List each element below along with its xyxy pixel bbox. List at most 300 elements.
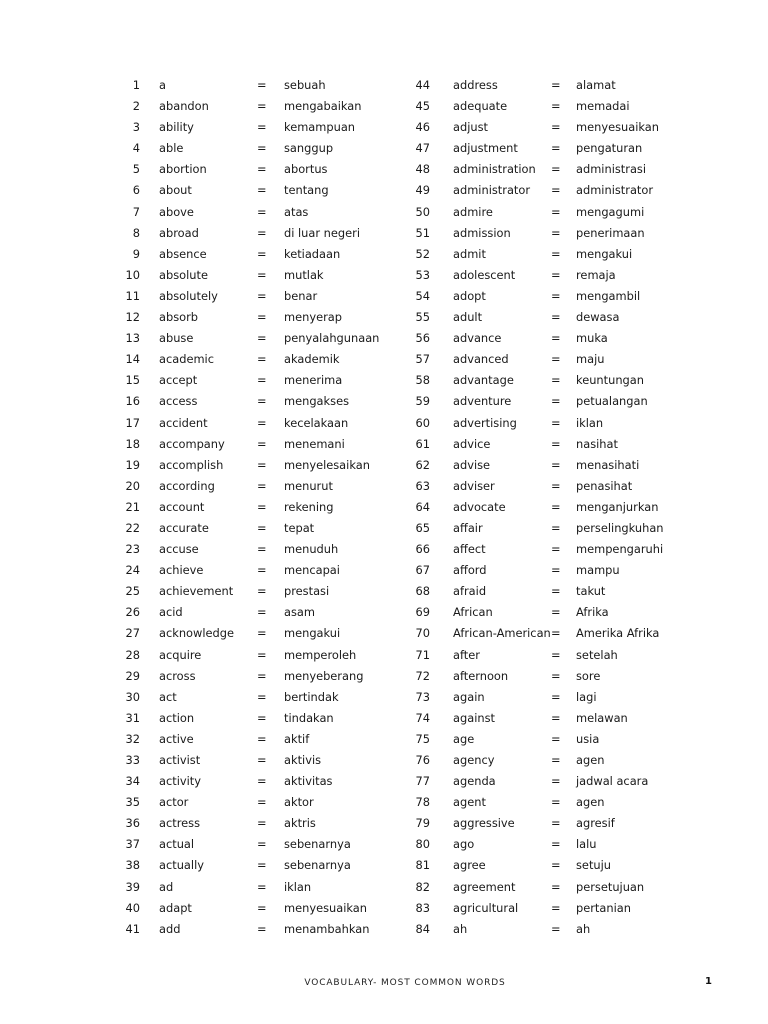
indonesian-translation: perselingkuhan: [576, 520, 664, 535]
english-word: access: [159, 394, 198, 409]
equals-sign: =: [257, 710, 267, 725]
entry-number: 44: [415, 78, 430, 92]
entry-number: 68: [415, 584, 430, 599]
entry-number: 39: [125, 879, 140, 894]
english-word: advantage: [453, 373, 514, 388]
equals-sign: =: [257, 499, 267, 514]
indonesian-translation: mengakui: [576, 246, 633, 261]
entry-number: 84: [415, 921, 430, 936]
indonesian-translation: lalu: [576, 837, 597, 852]
equals-sign: =: [551, 267, 561, 282]
equals-sign: =: [257, 689, 267, 704]
english-word: advanced: [453, 352, 509, 367]
indonesian-translation: menyerap: [284, 310, 342, 325]
entry-number: 26: [125, 605, 140, 620]
entry-number: 79: [415, 816, 430, 831]
indonesian-translation: mengagumi: [576, 204, 645, 219]
indonesian-translation: menyelesaikan: [284, 457, 370, 472]
english-word: a: [159, 78, 166, 92]
equals-sign: =: [551, 120, 561, 135]
indonesian-translation: menasihati: [576, 457, 640, 472]
equals-sign: =: [257, 394, 267, 409]
english-word: acid: [159, 605, 183, 620]
indonesian-translation: setelah: [576, 647, 618, 662]
equals-sign: =: [257, 542, 267, 557]
english-word: adequate: [453, 99, 508, 114]
entry-number: 59: [415, 394, 430, 409]
indonesian-translation: nasihat: [576, 436, 618, 451]
english-word: adventure: [453, 394, 512, 409]
indonesian-translation: memadai: [576, 99, 630, 114]
indonesian-translation: di luar negeri: [284, 225, 360, 240]
english-word: advocate: [453, 499, 506, 514]
entry-number: 83: [415, 900, 430, 915]
entry-number: 31: [125, 710, 140, 725]
equals-sign: =: [551, 753, 561, 767]
english-word: afternoon: [453, 668, 509, 683]
equals-sign: =: [551, 921, 561, 936]
indonesian-translation: mutlak: [284, 267, 324, 282]
english-word: actually: [159, 858, 204, 873]
equals-sign: =: [551, 478, 561, 493]
entry-number: 2: [132, 99, 140, 114]
indonesian-translation: mengabaikan: [284, 99, 362, 114]
entry-number: 9: [132, 246, 140, 261]
entry-number: 66: [415, 542, 430, 557]
english-word: agent: [453, 795, 486, 810]
equals-sign: =: [257, 563, 267, 578]
entry-number: 20: [125, 478, 140, 493]
equals-sign: =: [551, 415, 561, 430]
entry-number: 76: [415, 753, 430, 767]
english-word: able: [159, 141, 184, 156]
indonesian-translation: menyeberang: [284, 668, 364, 683]
entry-number: 71: [415, 647, 430, 662]
entry-number: 55: [415, 310, 430, 325]
entry-number: 29: [125, 668, 140, 683]
indonesian-translation: persetujuan: [576, 879, 645, 894]
english-word: affect: [453, 542, 486, 557]
english-word: absorb: [159, 310, 199, 325]
english-word: actual: [159, 837, 195, 852]
english-word: affair: [453, 520, 483, 535]
indonesian-translation: ketiadaan: [284, 246, 341, 261]
entry-number: 57: [415, 352, 430, 367]
english-word: accept: [159, 373, 198, 388]
english-word: advise: [453, 457, 491, 472]
english-word: ad: [159, 879, 174, 894]
equals-sign: =: [257, 415, 267, 430]
english-word: again: [453, 689, 485, 704]
english-word: adolescent: [453, 267, 516, 282]
equals-sign: =: [257, 99, 267, 114]
equals-sign: =: [257, 436, 267, 451]
indonesian-translation: muka: [576, 331, 608, 346]
equals-sign: =: [257, 162, 267, 177]
indonesian-translation: sebenarnya: [284, 858, 351, 873]
entry-number: 60: [415, 415, 430, 430]
equals-sign: =: [257, 753, 267, 767]
equals-sign: =: [257, 310, 267, 325]
entry-number: 12: [125, 310, 140, 325]
english-word: ago: [453, 837, 475, 852]
entry-number: 5: [132, 162, 140, 177]
entry-number: 23: [125, 542, 140, 557]
entry-number: 53: [415, 267, 430, 282]
equals-sign: =: [257, 331, 267, 346]
entry-number: 47: [415, 141, 430, 156]
equals-sign: =: [257, 795, 267, 810]
entry-number: 22: [125, 520, 140, 535]
equals-sign: =: [551, 78, 561, 92]
english-word: abandon: [159, 99, 209, 114]
equals-sign: =: [257, 120, 267, 135]
entry-number: 45: [415, 99, 430, 114]
entry-number: 63: [415, 478, 430, 493]
english-word: advice: [453, 436, 491, 451]
english-word: accompany: [159, 436, 225, 451]
indonesian-translation: Afrika: [576, 605, 609, 620]
indonesian-translation: menerima: [284, 373, 343, 388]
english-word: achieve: [159, 563, 204, 578]
equals-sign: =: [551, 331, 561, 346]
indonesian-translation: penasihat: [576, 478, 633, 493]
indonesian-translation: sebenarnya: [284, 837, 351, 852]
indonesian-translation: mencapai: [284, 563, 340, 578]
english-word: abortion: [159, 162, 207, 177]
english-word: agricultural: [453, 900, 519, 915]
english-word: according: [159, 478, 215, 493]
equals-sign: =: [257, 900, 267, 915]
indonesian-translation: tindakan: [284, 710, 334, 725]
english-word: adviser: [453, 478, 495, 493]
entry-number: 80: [415, 837, 430, 852]
entry-number: 32: [125, 731, 140, 746]
indonesian-translation: abortus: [284, 162, 328, 177]
entry-number: 1: [132, 78, 140, 92]
indonesian-translation: bertindak: [284, 689, 339, 704]
english-word: agree: [453, 858, 486, 873]
indonesian-translation: mampu: [576, 563, 620, 578]
entry-number: 8: [132, 225, 140, 240]
english-word: acquire: [159, 647, 202, 662]
indonesian-translation: kecelakaan: [284, 415, 349, 430]
equals-sign: =: [551, 373, 561, 388]
indonesian-translation: ah: [576, 921, 591, 936]
english-word: absolute: [159, 267, 208, 282]
entry-number: 7: [132, 204, 140, 219]
equals-sign: =: [257, 288, 267, 303]
entry-number: 67: [415, 563, 430, 578]
equals-sign: =: [551, 879, 561, 894]
equals-sign: =: [551, 99, 561, 114]
entry-number: 14: [125, 352, 140, 367]
english-word: absence: [159, 246, 207, 261]
equals-sign: =: [551, 647, 561, 662]
equals-sign: =: [551, 584, 561, 599]
equals-sign: =: [257, 352, 267, 367]
equals-sign: =: [257, 78, 267, 92]
indonesian-translation: pertanian: [576, 900, 631, 915]
english-word: administrator: [453, 183, 531, 198]
equals-sign: =: [551, 626, 561, 641]
indonesian-translation: Amerika Afrika: [576, 626, 660, 641]
entry-number: 38: [125, 858, 140, 873]
english-word: abuse: [159, 331, 194, 346]
entry-number: 74: [415, 710, 430, 725]
entry-number: 3: [132, 120, 140, 135]
indonesian-translation: aktivis: [284, 753, 322, 767]
indonesian-translation: menuduh: [284, 542, 339, 557]
english-word: adopt: [453, 288, 486, 303]
entry-number: 25: [125, 584, 140, 599]
equals-sign: =: [551, 246, 561, 261]
english-word: advance: [453, 331, 502, 346]
equals-sign: =: [551, 858, 561, 873]
indonesian-translation: sanggup: [284, 141, 334, 156]
entry-number: 54: [415, 288, 430, 303]
entry-number: 61: [415, 436, 430, 451]
equals-sign: =: [257, 225, 267, 240]
english-word: admit: [453, 246, 486, 261]
entry-number: 75: [415, 731, 430, 746]
indonesian-translation: menyesuaikan: [576, 120, 659, 135]
equals-sign: =: [257, 204, 267, 219]
equals-sign: =: [551, 731, 561, 746]
equals-sign: =: [551, 352, 561, 367]
indonesian-translation: mengakui: [284, 626, 341, 641]
english-word: administration: [453, 162, 536, 177]
entry-number: 16: [125, 394, 140, 409]
entry-number: 77: [415, 774, 430, 789]
equals-sign: =: [257, 647, 267, 662]
english-word: accurate: [159, 520, 209, 535]
english-word: ability: [159, 120, 194, 135]
entry-number: 69: [415, 605, 430, 620]
indonesian-translation: aktor: [284, 795, 314, 810]
entry-number: 62: [415, 457, 430, 472]
equals-sign: =: [551, 141, 561, 156]
equals-sign: =: [551, 605, 561, 620]
indonesian-translation: penerimaan: [576, 225, 645, 240]
equals-sign: =: [551, 774, 561, 789]
entry-number: 30: [125, 689, 140, 704]
indonesian-translation: prestasi: [284, 584, 330, 599]
entry-number: 73: [415, 689, 430, 704]
indonesian-translation: dewasa: [576, 310, 620, 325]
entry-number: 78: [415, 795, 430, 810]
equals-sign: =: [551, 837, 561, 852]
indonesian-translation: agen: [576, 753, 605, 767]
equals-sign: =: [551, 668, 561, 683]
entry-number: 35: [125, 795, 140, 810]
english-word: acknowledge: [159, 626, 234, 641]
english-word: adult: [453, 310, 483, 325]
indonesian-translation: menemani: [284, 436, 345, 451]
entry-number: 28: [125, 647, 140, 662]
entry-number: 13: [125, 331, 140, 346]
indonesian-translation: maju: [576, 352, 605, 367]
entry-number: 18: [125, 436, 140, 451]
equals-sign: =: [551, 520, 561, 535]
equals-sign: =: [551, 162, 561, 177]
equals-sign: =: [257, 626, 267, 641]
equals-sign: =: [551, 457, 561, 472]
equals-sign: =: [257, 605, 267, 620]
indonesian-translation: mengakses: [284, 394, 350, 409]
english-word: African-American: [453, 626, 551, 641]
equals-sign: =: [551, 499, 561, 514]
english-word: afraid: [453, 584, 487, 599]
english-word: African: [453, 605, 493, 620]
equals-sign: =: [551, 689, 561, 704]
equals-sign: =: [551, 710, 561, 725]
indonesian-translation: sore: [576, 668, 601, 683]
english-word: afford: [453, 563, 487, 578]
equals-sign: =: [257, 921, 267, 936]
indonesian-translation: rekening: [284, 499, 334, 514]
english-word: achievement: [159, 584, 234, 599]
english-word: adjust: [453, 120, 488, 135]
equals-sign: =: [257, 520, 267, 535]
equals-sign: =: [257, 879, 267, 894]
entry-number: 4: [132, 141, 140, 156]
indonesian-translation: menganjurkan: [576, 499, 659, 514]
english-word: above: [159, 204, 194, 219]
entry-number: 49: [415, 183, 430, 198]
equals-sign: =: [551, 225, 561, 240]
entry-number: 37: [125, 837, 140, 852]
english-word: agreement: [453, 879, 516, 894]
indonesian-translation: akademik: [284, 352, 340, 367]
indonesian-translation: tentang: [284, 183, 329, 198]
indonesian-translation: atas: [284, 204, 309, 219]
english-word: advertising: [453, 415, 517, 430]
equals-sign: =: [551, 310, 561, 325]
indonesian-translation: sebuah: [284, 78, 326, 92]
entry-number: 50: [415, 204, 430, 219]
equals-sign: =: [551, 204, 561, 219]
equals-sign: =: [257, 373, 267, 388]
equals-sign: =: [257, 183, 267, 198]
indonesian-translation: remaja: [576, 267, 616, 282]
indonesian-translation: pengaturan: [576, 141, 643, 156]
english-word: academic: [159, 352, 214, 367]
equals-sign: =: [257, 816, 267, 831]
page-number: 1: [705, 976, 712, 987]
entry-number: 34: [125, 774, 140, 789]
entry-number: 70: [415, 626, 430, 641]
entry-number: 36: [125, 816, 140, 831]
indonesian-translation: asam: [284, 605, 315, 620]
indonesian-translation: aktris: [284, 816, 316, 831]
entry-number: 51: [415, 225, 430, 240]
english-word: admire: [453, 204, 493, 219]
indonesian-translation: petualangan: [576, 394, 648, 409]
equals-sign: =: [551, 816, 561, 831]
entry-number: 17: [125, 415, 140, 430]
indonesian-translation: jadwal acara: [576, 774, 649, 789]
entry-number: 27: [125, 626, 140, 641]
entry-number: 33: [125, 753, 140, 767]
indonesian-translation: keuntungan: [576, 373, 644, 388]
english-word: action: [159, 710, 195, 725]
english-word: activist: [159, 753, 201, 767]
equals-sign: =: [551, 542, 561, 557]
entry-number: 56: [415, 331, 430, 346]
entry-number: 48: [415, 162, 430, 177]
indonesian-translation: lagi: [576, 689, 597, 704]
english-word: accident: [159, 415, 208, 430]
equals-sign: =: [257, 457, 267, 472]
english-word: after: [453, 647, 480, 662]
entry-number: 72: [415, 668, 430, 683]
entry-number: 19: [125, 457, 140, 472]
indonesian-translation: memperoleh: [284, 647, 357, 662]
indonesian-translation: alamat: [576, 78, 616, 92]
entry-number: 24: [125, 563, 140, 578]
equals-sign: =: [257, 141, 267, 156]
equals-sign: =: [257, 668, 267, 683]
indonesian-translation: menambahkan: [284, 921, 370, 936]
equals-sign: =: [257, 267, 267, 282]
english-word: act: [159, 689, 177, 704]
entry-number: 52: [415, 246, 430, 261]
english-word: across: [159, 668, 196, 683]
english-word: age: [453, 731, 475, 746]
indonesian-translation: setuju: [576, 858, 612, 873]
indonesian-translation: mengambil: [576, 288, 641, 303]
equals-sign: =: [551, 563, 561, 578]
equals-sign: =: [257, 731, 267, 746]
entry-number: 64: [415, 499, 430, 514]
english-word: active: [159, 731, 194, 746]
indonesian-translation: usia: [576, 731, 600, 746]
entry-number: 40: [125, 900, 140, 915]
indonesian-translation: melawan: [576, 710, 628, 725]
english-word: agency: [453, 753, 495, 767]
equals-sign: =: [257, 478, 267, 493]
entry-number: 11: [125, 288, 140, 303]
equals-sign: =: [551, 436, 561, 451]
indonesian-translation: tepat: [284, 520, 315, 535]
english-word: actress: [159, 816, 201, 831]
entry-number: 10: [125, 267, 140, 282]
equals-sign: =: [257, 246, 267, 261]
english-word: actor: [159, 795, 189, 810]
english-word: ah: [453, 921, 468, 936]
indonesian-translation: agresif: [576, 816, 615, 831]
entry-number: 21: [125, 499, 140, 514]
english-word: absolutely: [159, 288, 218, 303]
indonesian-translation: benar: [284, 288, 318, 303]
english-word: add: [159, 921, 181, 936]
indonesian-translation: kemampuan: [284, 120, 356, 135]
entry-number: 81: [415, 858, 430, 873]
equals-sign: =: [257, 837, 267, 852]
equals-sign: =: [257, 584, 267, 599]
entry-number: 58: [415, 373, 430, 388]
entry-number: 46: [415, 120, 430, 135]
english-word: about: [159, 183, 192, 198]
indonesian-translation: mempengaruhi: [576, 542, 664, 557]
equals-sign: =: [551, 795, 561, 810]
entry-number: 15: [125, 373, 140, 388]
indonesian-translation: administrator: [576, 183, 654, 198]
footer-title: VOCABULARY- MOST COMMON WORDS: [304, 978, 506, 988]
equals-sign: =: [551, 183, 561, 198]
english-word: accomplish: [159, 457, 224, 472]
